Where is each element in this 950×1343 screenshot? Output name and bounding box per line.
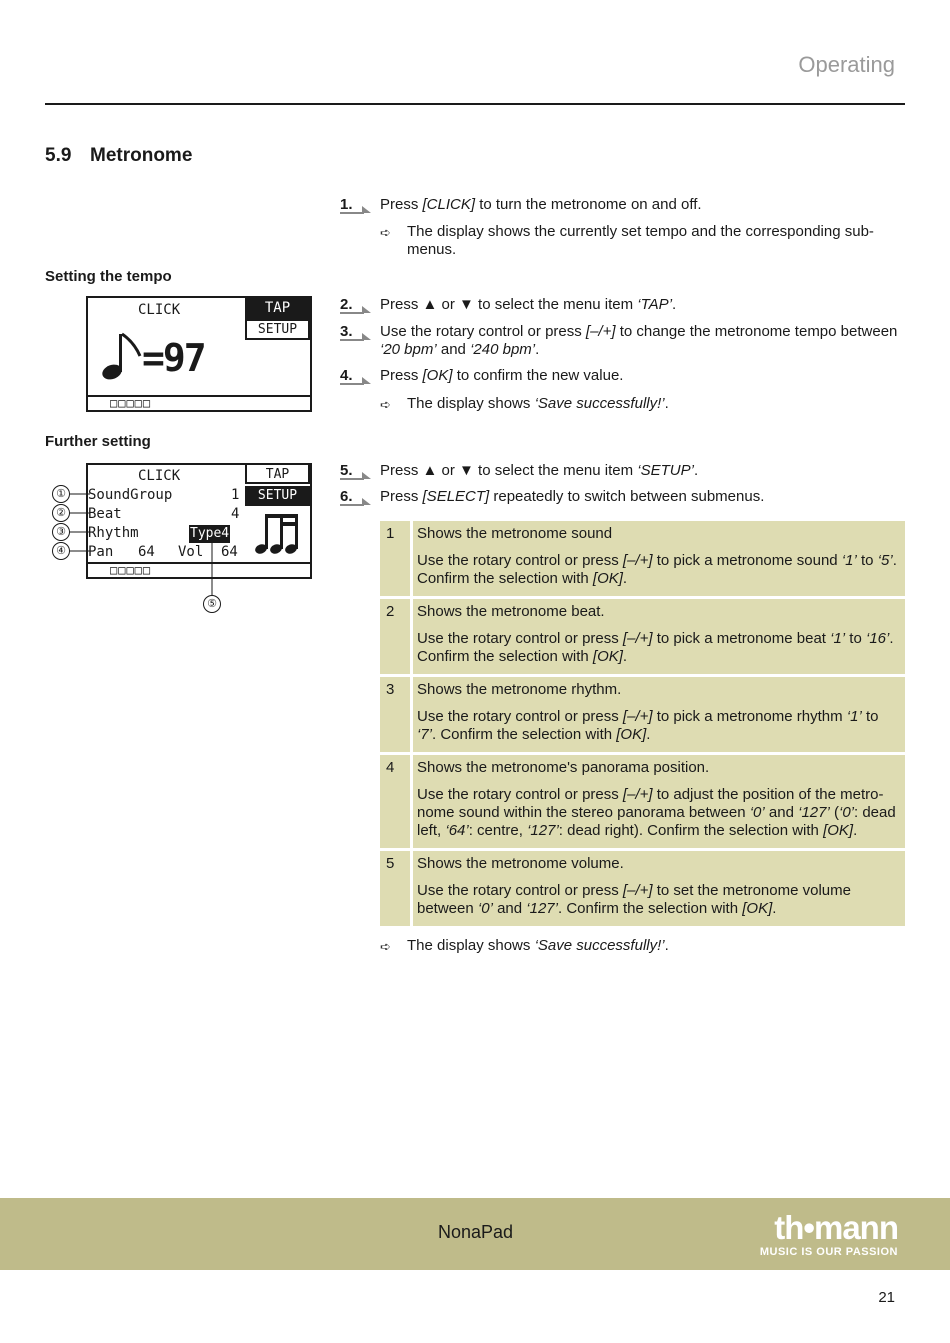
step-arrow-icon xyxy=(340,375,372,385)
lcd-row-soundgroup-value: 1 xyxy=(231,487,240,503)
row-title: Shows the metronome beat. xyxy=(417,603,605,620)
step-text: Press [CLICK] to turn the metronome on and off. xyxy=(380,196,702,213)
lcd-row-rhythm-value: Type4 xyxy=(190,526,230,541)
lcd-row-pan-label: Pan xyxy=(88,544,114,560)
step-6 xyxy=(340,488,905,506)
row-title: Shows the metronome sound xyxy=(417,525,613,542)
row-number: 2 xyxy=(380,599,413,674)
lcd-tempo-value: =97 xyxy=(142,336,205,380)
result-2 xyxy=(380,395,905,413)
step-text: Press [SELECT] repeatedly to switch between submenus. xyxy=(380,488,765,505)
row-description xyxy=(413,599,905,674)
table-row xyxy=(380,677,905,752)
step-text: Use the rotary control or press [–/+] to change the metronome tempo between ‘20 bpm’ and ‘240 bpm’. xyxy=(380,323,898,358)
step-number: 2. xyxy=(340,296,353,313)
row-description xyxy=(413,755,905,848)
result-1 xyxy=(380,223,905,259)
row-description xyxy=(413,677,905,752)
table-row xyxy=(380,521,905,596)
step-3 xyxy=(340,323,905,359)
step-2 xyxy=(340,296,905,314)
step-number: 5. xyxy=(340,462,353,479)
table-row xyxy=(380,599,905,674)
step-arrow-icon xyxy=(340,304,372,314)
step-number: 1. xyxy=(340,196,353,213)
lcd-title: CLICK xyxy=(138,302,181,318)
step-arrow-icon xyxy=(340,496,372,506)
row-detail: Use the rotary control or press [–/+] to pick a metronome beat ‘1’ to ‘16’. Confirm the selection with [OK]. xyxy=(417,630,894,665)
lcd-row-beat-label: Beat xyxy=(88,506,122,522)
result-text: The display shows ‘Save successfully!’. xyxy=(407,937,669,954)
step-text: Press [OK] to confirm the new value. xyxy=(380,367,624,384)
product-name: NonaPad xyxy=(438,1222,514,1242)
thomann-logo xyxy=(759,1209,898,1258)
row-number: 1 xyxy=(380,521,413,596)
step-4 xyxy=(340,367,905,385)
row-detail: Use the rotary control or press [–/+] to pick a metronome sound ‘1’ to ‘5’. Confirm the selection with [OK]. xyxy=(417,552,897,587)
row-number: 4 xyxy=(380,755,413,848)
row-detail: Use the rotary control or press [–/+] to pick a metronome rhythm ‘1’ to ‘7’. Confirm the selection with [OK]. xyxy=(417,708,879,743)
result-arrow-icon: ➪ xyxy=(380,225,391,240)
lcd-title: CLICK xyxy=(138,468,181,484)
page-number: 21 xyxy=(878,1289,895,1306)
step-5 xyxy=(340,462,905,480)
callout-5: ⑤ xyxy=(203,595,221,613)
result-text: The display shows the currently set tempo and the corresponding sub-menus. xyxy=(407,223,874,258)
table-row xyxy=(380,851,905,926)
footer-band xyxy=(0,1198,950,1270)
row-detail: Use the rotary control or press [–/+] to adjust the position of the metro-nome sound within the stereo panorama between ‘0’ and ‘127’ (‘0’: dead left, ‘64’: centre, ‘127’: dead right). Confirm the selection with [OK]. xyxy=(417,786,896,839)
row-description xyxy=(413,851,905,926)
result-arrow-icon: ➪ xyxy=(380,397,391,412)
logo-wordmark: th•mann xyxy=(774,1209,898,1246)
row-title: Shows the metronome volume. xyxy=(417,855,624,872)
result-text: The display shows ‘Save successfully!’. xyxy=(407,395,669,412)
lcd-row-pan-value: 64 xyxy=(138,544,155,560)
result-arrow-icon: ➪ xyxy=(380,939,391,954)
lcd-row-vol-label: Vol xyxy=(178,544,204,560)
row-title: Shows the metronome's panorama position. xyxy=(417,759,710,776)
step-number: 6. xyxy=(340,488,353,505)
row-description xyxy=(413,521,905,596)
callout-1: ① xyxy=(52,485,70,503)
table-row xyxy=(380,755,905,848)
running-header: Operating xyxy=(798,52,895,77)
lcd-status-dots: □□□□□ xyxy=(110,396,152,410)
submenu-table xyxy=(380,518,905,929)
step-number: 3. xyxy=(340,323,353,340)
lcd-status-dots: □□□□□ xyxy=(110,563,152,577)
callout-2: ② xyxy=(52,504,70,522)
subheading-further: Further setting xyxy=(45,433,151,450)
step-arrow-icon xyxy=(340,470,372,480)
callout-lines xyxy=(0,0,320,620)
section-number: 5.9 xyxy=(45,145,72,166)
step-arrow-icon xyxy=(340,331,372,341)
lcd-menu-tap: TAP xyxy=(245,298,310,319)
step-text: Press ▲ or ▼ to select the menu item ‘TAP’. xyxy=(380,296,677,313)
lcd-menu-setup: SETUP xyxy=(245,486,310,506)
subheading-tempo: Setting the tempo xyxy=(45,268,172,285)
lcd-menu-setup: SETUP xyxy=(245,319,310,340)
lcd-row-vol-value: 64 xyxy=(221,544,238,560)
callout-3: ③ xyxy=(52,523,70,541)
row-number: 5 xyxy=(380,851,413,926)
row-detail: Use the rotary control or press [–/+] to set the metronome volume between ‘0’ and ‘127’. Confirm the selection with [OK]. xyxy=(417,882,851,917)
row-number: 3 xyxy=(380,677,413,752)
lcd-row-beat-value: 4 xyxy=(231,506,240,522)
callout-4: ④ xyxy=(52,542,70,560)
row-title: Shows the metronome rhythm. xyxy=(417,681,622,698)
step-number: 4. xyxy=(340,367,353,384)
logo-tagline: MUSIC IS OUR PASSION xyxy=(759,1246,898,1258)
lcd-row-soundgroup-label: SoundGroup xyxy=(88,487,173,503)
result-3 xyxy=(380,937,905,955)
step-text: Press ▲ or ▼ to select the menu item ‘SETUP’. xyxy=(380,462,699,479)
step-1 xyxy=(340,196,905,214)
step-arrow-icon xyxy=(340,204,372,214)
lcd-row-rhythm-label: Rhythm xyxy=(88,525,139,541)
lcd-menu-tap: TAP xyxy=(245,465,310,484)
section-title: Metronome xyxy=(90,145,193,166)
